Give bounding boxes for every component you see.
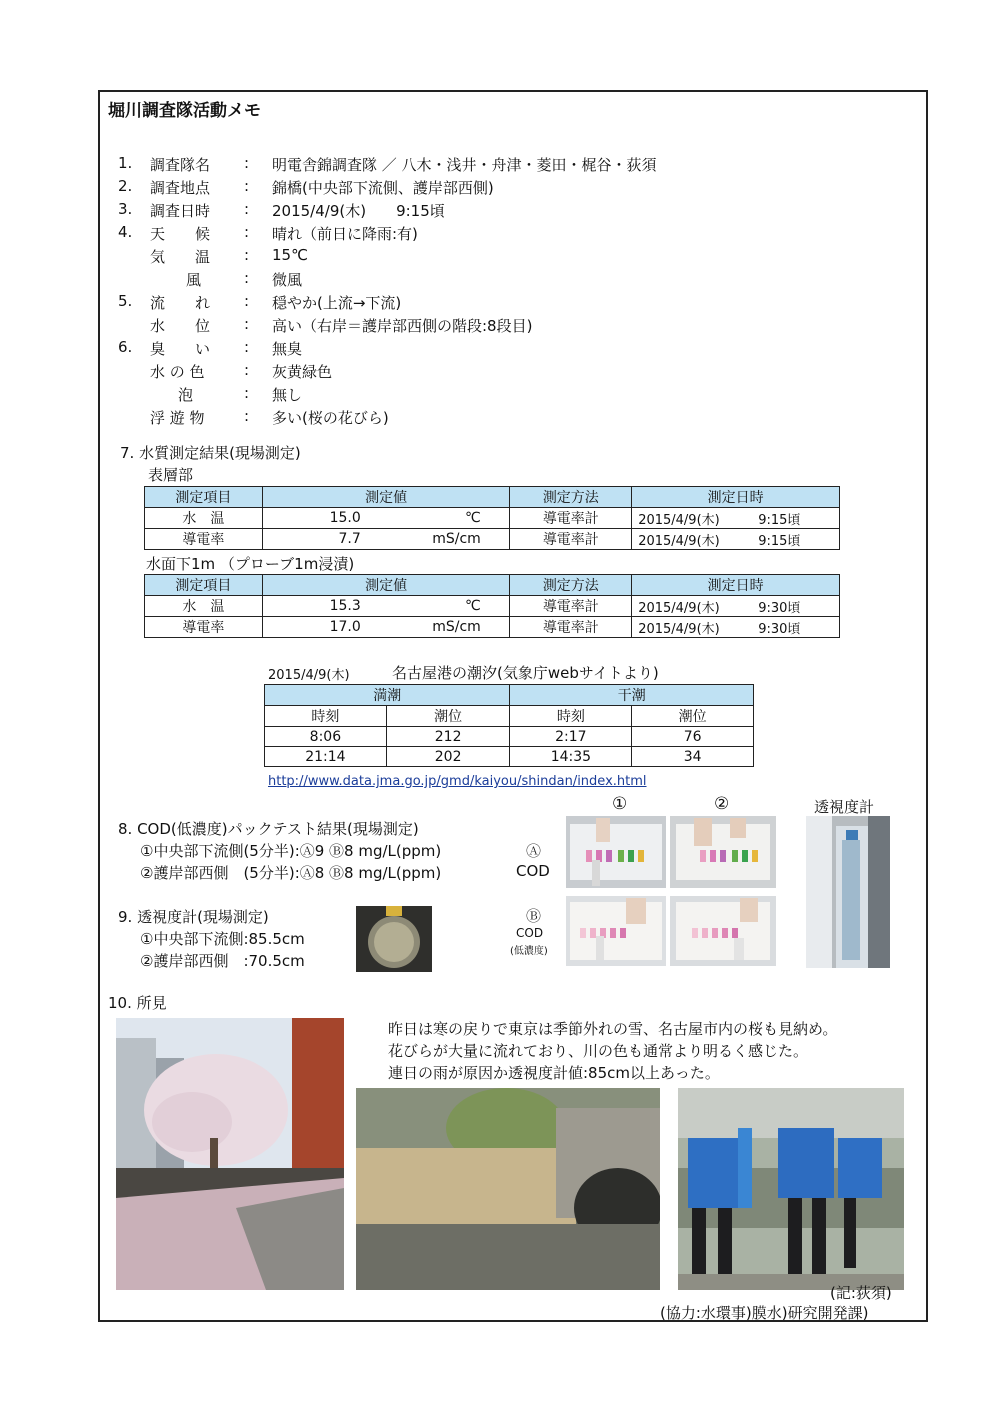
item-value: 無臭: [272, 340, 303, 358]
time-cell: 9:15頃: [758, 533, 801, 549]
item-value: 多い(桜の花びら): [272, 409, 389, 427]
header-method: 測定方法: [510, 487, 632, 508]
low-time-cell: 2:17: [510, 727, 632, 747]
cod-line-2: ②護岸部西側 (5分半):Ⓐ8 Ⓑ8 mg/L(ppm): [140, 864, 442, 882]
item-value: 無し: [272, 386, 303, 404]
item-number: 4.: [118, 223, 133, 241]
section9-heading: 9. 透視度計(現場測定): [118, 908, 269, 926]
item-label: 風: [186, 271, 202, 289]
header-value: 測定値: [262, 575, 510, 596]
tide-table: [264, 684, 754, 767]
time-cell: 9:30頃: [758, 621, 801, 637]
item-colon: :: [244, 269, 250, 287]
surface-table: [144, 486, 840, 550]
table-row: [145, 508, 840, 529]
tide-date: 2015/4/9(木): [268, 668, 350, 683]
high-time-cell: 8:06: [265, 727, 387, 747]
value-cell: 17.0: [329, 619, 361, 635]
packtest-photo-1a: [566, 816, 666, 888]
header-date: 測定日時: [632, 487, 840, 508]
recorder-note: (記:荻須): [830, 1284, 892, 1302]
item-label: 流 れ: [150, 294, 211, 312]
table-row: [265, 747, 754, 767]
marker-b: Ⓑ: [526, 907, 542, 925]
item-value: 晴れ（前日に降雨:有): [272, 225, 418, 243]
remark-line-1: 昨日は寒の戻りで東京は季節外れの雪、名古屋市内の桜も見納め。: [388, 1020, 838, 1038]
item-label: 浮 遊 物: [150, 409, 205, 427]
high-level-cell: 202: [386, 747, 510, 767]
time-header: 時刻: [510, 706, 632, 727]
item-cell: 水 温: [145, 596, 263, 617]
date-cell: 2015/4/9(木): [638, 533, 720, 549]
remark-line-3: 連日の雨が原因か透視度計値:85cm以上あった。: [388, 1064, 720, 1082]
item-label: 調査隊名: [150, 156, 211, 174]
team-photo: [678, 1088, 904, 1290]
item-number: 3.: [118, 200, 133, 218]
item-number: 6.: [118, 338, 133, 356]
item-value: 高い（右岸＝護岸部西側の階段:8段目): [272, 317, 533, 335]
low-level-cell: 76: [632, 727, 754, 747]
transparency-bottom-photo: [356, 906, 432, 972]
item-label: 水 位: [150, 317, 211, 335]
item-number: 5.: [118, 292, 133, 310]
date-cell: 2015/4/9(木): [638, 600, 720, 616]
header-value: 測定値: [262, 487, 510, 508]
packtest-photo-2b: [670, 896, 776, 966]
method-cell: 導電率計: [510, 596, 632, 617]
item-value: 錦橋(中央部下流側、護岸部西側): [272, 179, 494, 197]
low-time-cell: 14:35: [510, 747, 632, 767]
table-row: [265, 727, 754, 747]
low-level-cell: 34: [632, 747, 754, 767]
low-tide-header: 干潮: [510, 685, 754, 706]
item-value: 2015/4/9(木) 9:15頃: [272, 202, 445, 220]
item-number: 2.: [118, 177, 133, 195]
photo-col-1-label: ①: [612, 794, 628, 814]
photo-col-2-label: ②: [714, 794, 730, 814]
item-colon: :: [244, 177, 250, 195]
transparency-meter-photo: [806, 816, 890, 968]
item-value: 15℃: [272, 246, 308, 264]
time-cell: 9:15頃: [758, 512, 801, 528]
surface-label: 表層部: [148, 466, 194, 484]
transparency-line-2: ②護岸部西側 :70.5cm: [140, 952, 305, 970]
item-value: 微風: [272, 271, 303, 289]
header-date: 測定日時: [632, 575, 840, 596]
memo-title: 堀川調査隊活動メモ: [108, 101, 261, 121]
jma-link[interactable]: http://www.data.jma.go.jp/gmd/kaiyou/shindan/index.html: [268, 774, 647, 789]
unit-cell: ℃: [465, 510, 481, 526]
packtest-photo-2a: [670, 816, 776, 888]
section7-heading: 7. 水質測定結果(現場測定): [120, 444, 301, 462]
item-colon: :: [244, 361, 250, 379]
item-cell: 水 温: [145, 508, 263, 529]
item-colon: :: [244, 315, 250, 333]
item-colon: :: [244, 338, 250, 356]
cherry-tree-photo: [116, 1018, 344, 1290]
item-label: 調査日時: [150, 202, 211, 220]
high-time-cell: 21:14: [265, 747, 387, 767]
table-row: [145, 617, 840, 638]
item-colon: :: [244, 223, 250, 241]
item-label: 水 の 色: [150, 363, 205, 381]
header-item: 測定項目: [145, 575, 263, 596]
table-row: [145, 529, 840, 550]
high-tide-header: 満潮: [265, 685, 510, 706]
high-level-cell: 212: [386, 727, 510, 747]
unit-cell: ℃: [465, 598, 481, 614]
deep-table: [144, 574, 840, 638]
method-cell: 導電率計: [510, 508, 632, 529]
level-header: 潮位: [386, 706, 510, 727]
header-method: 測定方法: [510, 575, 632, 596]
section8-heading: 8. COD(低濃度)パックテスト結果(現場測定): [118, 820, 419, 838]
item-colon: :: [244, 384, 250, 402]
item-cell: 導電率: [145, 617, 263, 638]
time-header: 時刻: [265, 706, 387, 727]
item-colon: :: [244, 246, 250, 264]
unit-cell: mS/cm: [432, 531, 481, 547]
value-cell: 15.3: [329, 598, 361, 614]
table-row: [145, 596, 840, 617]
item-colon: :: [244, 154, 250, 172]
marker-a-label: COD: [516, 862, 550, 880]
item-label: 臭 い: [150, 340, 211, 358]
header-item: 測定項目: [145, 487, 263, 508]
item-label: 泡: [178, 386, 194, 404]
credit-note: (協力:水環事)膜水)研究開発課): [660, 1304, 869, 1322]
cod-line-1: ①中央部下流側(5分半):Ⓐ9 Ⓑ8 mg/L(ppm): [140, 842, 442, 860]
time-cell: 9:30頃: [758, 600, 801, 616]
item-number: 1.: [118, 154, 133, 172]
photo-col-3-label: 透視度計: [814, 798, 875, 816]
item-colon: :: [244, 200, 250, 218]
marker-b-sub: (低濃度): [510, 946, 548, 957]
bridge-photo: [356, 1088, 660, 1290]
item-colon: :: [244, 292, 250, 310]
unit-cell: mS/cm: [432, 619, 481, 635]
item-value: 灰黄緑色: [272, 363, 333, 381]
method-cell: 導電率計: [510, 617, 632, 638]
marker-b-label: COD: [516, 926, 544, 940]
transparency-line-1: ①中央部下流側:85.5cm: [140, 930, 305, 948]
date-cell: 2015/4/9(木): [638, 512, 720, 528]
item-label: 調査地点: [150, 179, 211, 197]
section10-heading: 10. 所見: [108, 994, 167, 1012]
item-cell: 導電率: [145, 529, 263, 550]
deep-label: 水面下1m （プローブ1m浸漬): [146, 555, 355, 573]
marker-a: Ⓐ: [526, 842, 542, 860]
item-label: 気 温: [150, 248, 211, 266]
tide-caption: 名古屋港の潮汐(気象庁webサイトより): [392, 664, 659, 682]
remark-line-2: 花びらが大量に流れており、川の色も通常より明るく感じた。: [388, 1042, 809, 1060]
value-cell: 15.0: [329, 510, 361, 526]
method-cell: 導電率計: [510, 529, 632, 550]
date-cell: 2015/4/9(木): [638, 621, 720, 637]
packtest-photo-1b: [566, 896, 666, 966]
item-value: 穏やか(上流→下流): [272, 294, 402, 312]
item-value: 明電舎錦調査隊 ／ 八木・浅井・舟津・菱田・梶谷・荻須: [272, 156, 657, 174]
value-cell: 7.7: [338, 531, 361, 547]
item-colon: :: [244, 407, 250, 425]
level-header: 潮位: [632, 706, 754, 727]
item-label: 天 候: [150, 225, 211, 243]
